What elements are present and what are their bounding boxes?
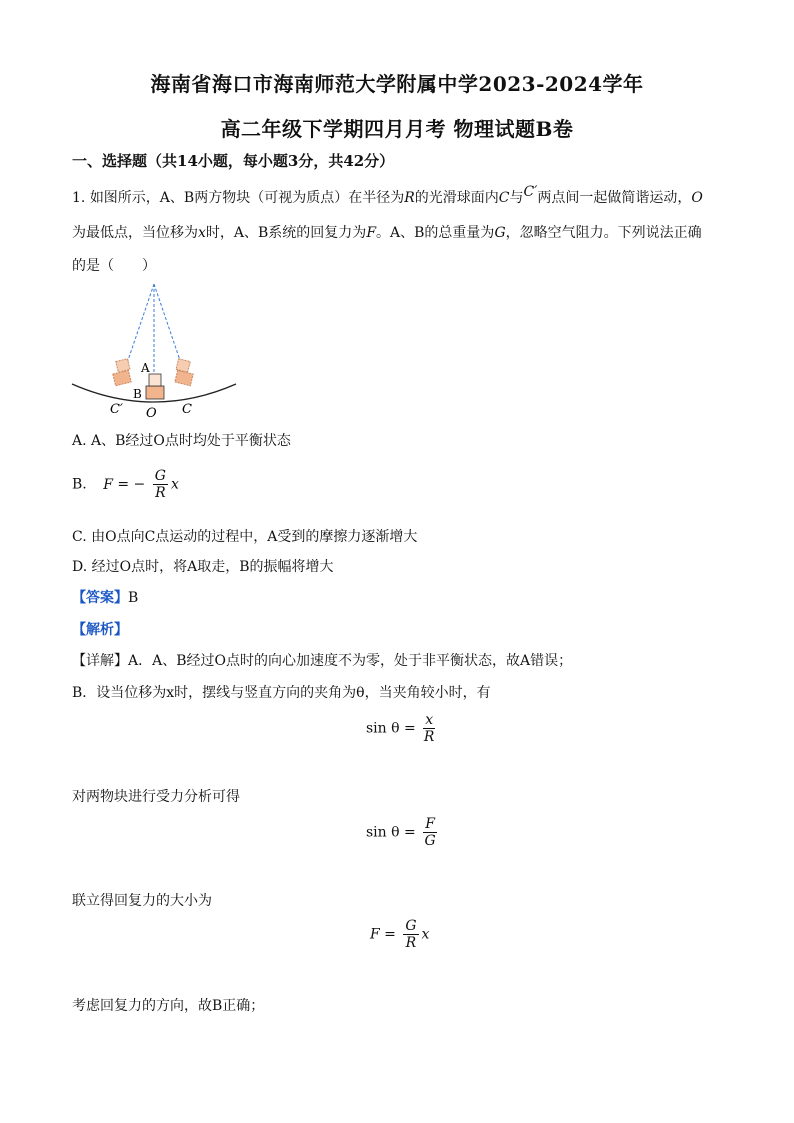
question-text: 。A、B的总重量为 [376, 225, 495, 241]
question-line-1 [72, 184, 703, 207]
point-c-symbol: C [498, 190, 510, 206]
section-heading: 一、选择题（共14小题，每小题3分，共42分） [72, 152, 395, 170]
formula-fraction [423, 816, 437, 849]
label-a: A [141, 361, 150, 375]
formula-lhs: sin θ = [366, 824, 416, 841]
right-lower-block [175, 370, 193, 386]
question-text: 的光滑球面内 [414, 190, 499, 206]
answer-line [72, 587, 138, 607]
fraction-denominator: R [155, 485, 166, 501]
left-string-line [124, 284, 154, 372]
fraction-denominator: G [424, 833, 436, 849]
formula-x: x [170, 476, 179, 493]
question-text: 两点间一起做简谐运动， [537, 190, 692, 206]
question-text: 如图所示，A、B两方物块（可视为质点）在半径为 [89, 190, 405, 206]
option-a: A. A、B经过O点时均处于平衡状态 [72, 433, 291, 449]
formula-fraction [403, 918, 418, 951]
question-text: ，忽略空气阻力。下列说法正确 [505, 225, 702, 241]
gravity-symbol: G [494, 225, 506, 241]
question-line-3: 的是（ ） [72, 258, 156, 274]
detail-a-line [72, 650, 572, 670]
question-text: 时，A、B系统的回复力为 [205, 225, 367, 241]
formula-fraction [423, 712, 435, 745]
detail-a-text: A．A、B经过O点时的向心加速度不为零，处于非平衡状态，故A错误； [128, 653, 573, 669]
force-analysis-text: 对两物块进行受力分析可得 [72, 789, 240, 805]
question-line-2 [72, 222, 702, 242]
fraction-numerator: G [405, 918, 417, 934]
fraction-denominator: R [405, 935, 417, 951]
option-b-prefix: B. [72, 476, 87, 493]
formula-equals: = − [117, 476, 146, 493]
label-b: B [133, 387, 142, 401]
label-c: C [182, 402, 192, 417]
document-title-line1: 海南省海口市海南师范大学附属中学2023-2024学年 [150, 72, 644, 96]
detail-label: 【详解】 [72, 653, 128, 669]
question-text: 为最低点，当位移为 [72, 225, 198, 241]
fraction-numerator: G [154, 468, 166, 484]
option-b [72, 468, 179, 501]
fraction-denominator: R [423, 729, 435, 745]
question-text: 与 [509, 190, 524, 206]
force-symbol: F [366, 225, 377, 241]
option-b-fraction [153, 468, 168, 501]
formula-sin-f-over-g [366, 816, 440, 849]
analysis-tag: 【解析】 [72, 622, 128, 638]
formula-lhs: F = [370, 926, 396, 943]
label-o: O [146, 406, 157, 420]
formula-x: x [421, 926, 430, 943]
answer-value: B [128, 590, 139, 606]
block-a [149, 374, 161, 386]
question-number: 1. [72, 190, 86, 206]
option-c: C. 由O点向C点运动的过程中，A受到的摩擦力逐渐增大 [72, 529, 418, 545]
fraction-numerator: x [425, 712, 434, 728]
block-b [146, 386, 164, 399]
answer-label: 【答案】 [72, 590, 128, 606]
displacement-symbol: x [198, 225, 206, 241]
document-title-line2: 高二年级下学期四月月考 物理试题B卷 [220, 117, 574, 141]
left-lower-block [113, 370, 131, 386]
formula-lhs: sin θ = [366, 720, 416, 737]
label-c-prime: C′ [110, 402, 123, 417]
pendulum-figure [66, 280, 246, 420]
radius-symbol: R [404, 190, 415, 206]
formula-f-equals-g-over-r-x [370, 918, 429, 951]
detail-b-line: B．设当位移为x时，摆线与竖直方向的夹角为θ，当夹角较小时，有 [72, 685, 491, 701]
conclusion-text: 考虑回复力的方向，故B正确； [72, 998, 265, 1014]
point-c-prime-symbol: C′ [523, 184, 538, 200]
fraction-numerator: F [425, 816, 435, 832]
formula-f: F [103, 476, 113, 493]
option-d: D. 经过O点时，将A取走，B的振幅将增大 [72, 559, 334, 575]
analysis-label [72, 619, 128, 639]
point-o-symbol: O [691, 190, 703, 206]
combine-text: 联立得回复力的大小为 [72, 893, 212, 909]
formula-sin-x-over-r [366, 712, 438, 745]
